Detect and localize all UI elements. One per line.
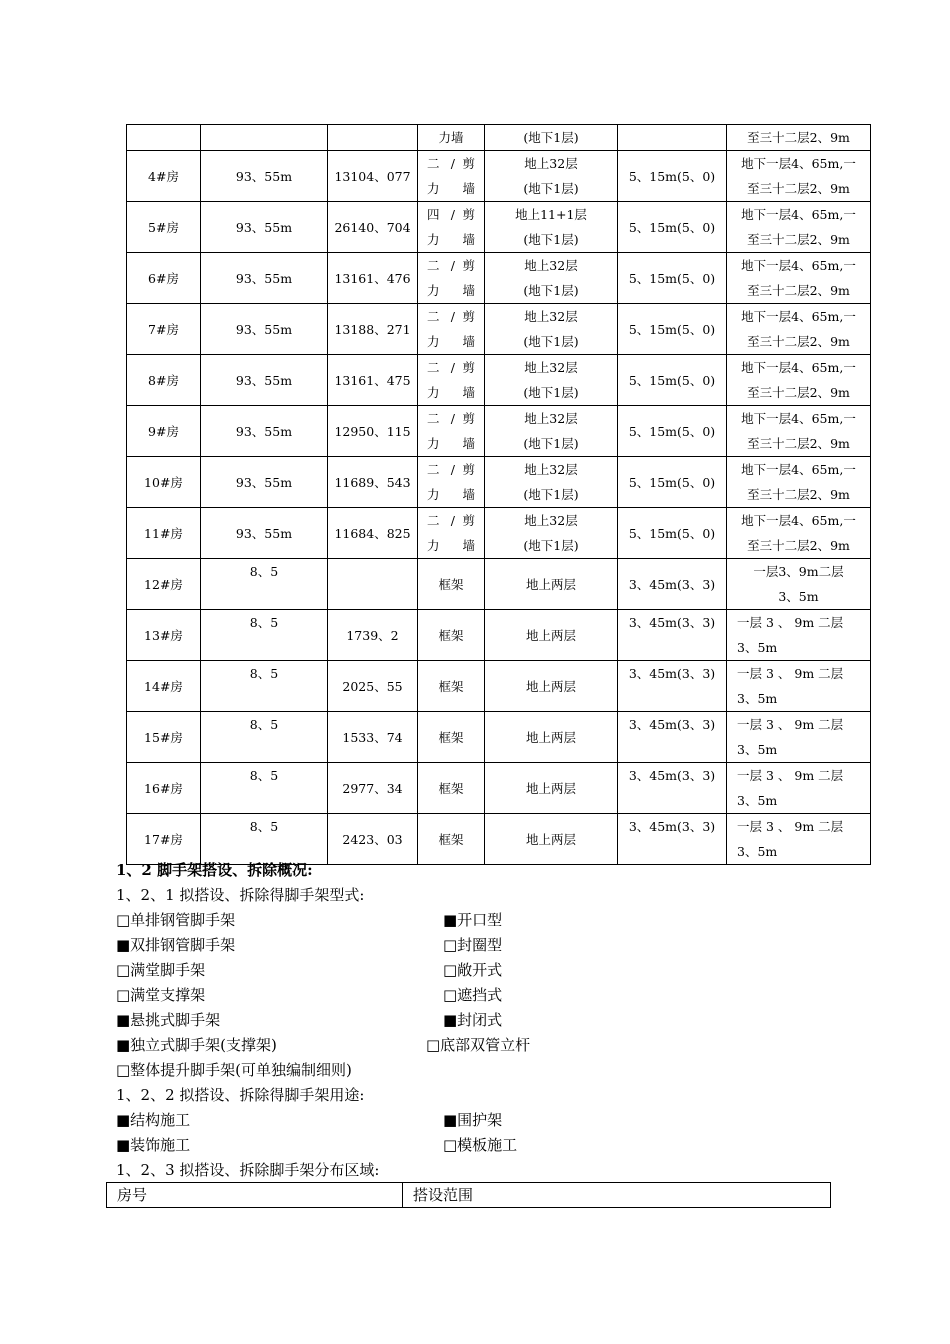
option-item: □满堂脚手架	[116, 961, 206, 979]
cell-height: 93、55m	[201, 508, 328, 559]
cell-room-number: 6#房	[127, 253, 201, 304]
cell-floors: 地上两层	[485, 712, 618, 763]
cell-line: 至三十二层2、9m	[747, 538, 850, 553]
cell-floors	[485, 202, 618, 253]
cell-line: (地下1层)	[523, 181, 579, 196]
cell-area: 1533、74	[328, 712, 418, 763]
cell-room-number: 13#房	[127, 610, 201, 661]
table-row	[127, 457, 871, 508]
cell-room-number: 17#房	[127, 814, 201, 865]
cell-floor-heights	[727, 406, 871, 457]
cell-floors	[485, 457, 618, 508]
cell-line: 地上32层	[524, 462, 578, 477]
subheading-type: 1、2、1 拟搭设、拆除得脚手架型式:	[116, 886, 365, 904]
cell-line: 地下一层4、65m,一	[741, 258, 856, 273]
cell-room-number: 15#房	[127, 712, 201, 763]
cell-area: 12950、115	[328, 406, 418, 457]
cell-height: 93、55m	[201, 304, 328, 355]
cell-line: 3、5m	[737, 844, 778, 859]
cell-line: 地上32层	[524, 258, 578, 273]
cell-floors	[485, 508, 618, 559]
cell-line: 四 / 剪	[427, 207, 475, 222]
cell-area: 13161、476	[328, 253, 418, 304]
cell-line: (地下1层)	[523, 487, 579, 502]
cell-line: 至三十二层2、9m	[747, 181, 850, 196]
cell-story-height: 5、15m(5、0)	[618, 406, 727, 457]
cell-line: 力墙	[427, 334, 475, 349]
table-row	[127, 508, 871, 559]
cell-line: (地下1层)	[523, 385, 579, 400]
cell-story-height: 3、45m(3、3)	[618, 610, 727, 661]
cell-line: 地上32层	[524, 156, 578, 171]
cell-height: 8、5	[201, 610, 328, 661]
cell-line: 二 / 剪	[427, 462, 475, 477]
cell-structure	[418, 253, 485, 304]
cell-area: 2977、34	[328, 763, 418, 814]
building-info-table	[126, 124, 871, 865]
cell-story-height: 3、45m(3、3)	[618, 661, 727, 712]
cell-line: 二 / 剪	[427, 513, 475, 528]
cell-floor-heights	[727, 304, 871, 355]
cell-floor-heights	[727, 661, 871, 712]
cell-floor-heights: 至三十二层2、9m	[727, 125, 871, 151]
cell-line: 至三十二层2、9m	[747, 487, 850, 502]
cell-line: 地下一层4、65m,一	[741, 462, 856, 477]
cell-story-height: 5、15m(5、0)	[618, 151, 727, 202]
cell-room-number: 11#房	[127, 508, 201, 559]
cell-height: 93、55m	[201, 253, 328, 304]
cell-floor-heights	[727, 559, 871, 610]
option-item: ■双排钢管脚手架	[116, 936, 236, 954]
cell-room-number: 14#房	[127, 661, 201, 712]
cell-area	[328, 559, 418, 610]
cell-height: 8、5	[201, 559, 328, 610]
cell-floors: 地上两层	[485, 559, 618, 610]
cell-area: 1739、2	[328, 610, 418, 661]
option-item: ■装饰施工	[116, 1136, 191, 1154]
cell-structure: 框架	[418, 610, 485, 661]
option-item: □敞开式	[443, 961, 503, 979]
option-item: □遮挡式	[443, 986, 503, 1004]
cell-floors: 地上两层	[485, 661, 618, 712]
cell-room-number: 4#房	[127, 151, 201, 202]
cell-floor-heights	[727, 253, 871, 304]
table-row	[127, 814, 871, 865]
table-header-row	[107, 1183, 831, 1208]
option-item: □模板施工	[443, 1136, 518, 1154]
cell-area: 11689、543	[328, 457, 418, 508]
header-room-number: 房号	[107, 1183, 403, 1208]
cell-line: 一层 3 、 9m 二层	[737, 615, 844, 630]
cell-floors	[485, 151, 618, 202]
cell-line: 地下一层4、65m,一	[741, 513, 856, 528]
cell-line: 一层 3 、 9m 二层	[737, 768, 844, 783]
cell-line: 地下一层4、65m,一	[741, 156, 856, 171]
cell-structure: 框架	[418, 814, 485, 865]
cell-area: 13104、077	[328, 151, 418, 202]
cell-floors	[485, 406, 618, 457]
cell-structure	[418, 304, 485, 355]
cell-room-number	[127, 125, 201, 151]
cell-height: 8、5	[201, 763, 328, 814]
cell-line: 一层3、9m二层	[753, 564, 844, 579]
option-item: □满堂支撑架	[116, 986, 206, 1004]
cell-room-number: 16#房	[127, 763, 201, 814]
table-row	[127, 610, 871, 661]
cell-line: 一层 3 、 9m 二层	[737, 819, 844, 834]
cell-area: 2423、03	[328, 814, 418, 865]
table-row	[127, 712, 871, 763]
cell-line: 力墙	[427, 385, 475, 400]
cell-line: 地下一层4、65m,一	[741, 309, 856, 324]
cell-line: 一层 3 、 9m 二层	[737, 666, 844, 681]
cell-height: 93、55m	[201, 151, 328, 202]
cell-height: 8、5	[201, 712, 328, 763]
option-item: □底部双管立杆	[426, 1036, 531, 1054]
cell-line: 地下一层4、65m,一	[741, 360, 856, 375]
cell-line: 一层 3 、 9m 二层	[737, 717, 844, 732]
cell-floor-heights	[727, 610, 871, 661]
cell-line: 地上32层	[524, 513, 578, 528]
cell-line: 3、5m	[737, 742, 778, 757]
table-row	[127, 661, 871, 712]
option-item: ■悬挑式脚手架	[116, 1011, 221, 1029]
cell-line: 3、5m	[778, 589, 819, 604]
table-row	[127, 559, 871, 610]
distribution-table	[106, 1182, 831, 1208]
cell-room-number: 9#房	[127, 406, 201, 457]
option-item: ■开口型	[443, 911, 503, 929]
cell-line: 二 / 剪	[427, 309, 475, 324]
cell-structure	[418, 508, 485, 559]
cell-story-height: 5、15m(5、0)	[618, 202, 727, 253]
table-row	[127, 202, 871, 253]
cell-floor-heights	[727, 814, 871, 865]
cell-story-height: 3、45m(3、3)	[618, 559, 727, 610]
cell-line: 地上32层	[524, 360, 578, 375]
option-item: ■独立式脚手架(支撑架)	[116, 1036, 277, 1054]
option-item: ■围护架	[443, 1111, 503, 1129]
table-row	[127, 763, 871, 814]
cell-line: 力墙	[427, 181, 475, 196]
cell-story-height: 3、45m(3、3)	[618, 712, 727, 763]
cell-line: 地下一层4、65m,一	[741, 411, 856, 426]
cell-floors	[485, 253, 618, 304]
cell-line: 至三十二层2、9m	[747, 436, 850, 451]
cell-line: (地下1层)	[523, 436, 579, 451]
cell-story-height: 5、15m(5、0)	[618, 508, 727, 559]
cell-floor-heights	[727, 457, 871, 508]
cell-story-height: 3、45m(3、3)	[618, 814, 727, 865]
cell-height: 8、5	[201, 661, 328, 712]
cell-floor-heights	[727, 355, 871, 406]
cell-area: 11684、825	[328, 508, 418, 559]
cell-room-number: 12#房	[127, 559, 201, 610]
cell-height	[201, 125, 328, 151]
cell-line: 二 / 剪	[427, 360, 475, 375]
cell-floor-heights	[727, 151, 871, 202]
cell-story-height	[618, 125, 727, 151]
cell-line: 地上32层	[524, 411, 578, 426]
option-item: □单排钢管脚手架	[116, 911, 236, 929]
cell-line: 二 / 剪	[427, 411, 475, 426]
cell-line: 3、5m	[737, 640, 778, 655]
table-row	[127, 304, 871, 355]
cell-story-height: 5、15m(5、0)	[618, 355, 727, 406]
cell-line: 至三十二层2、9m	[747, 385, 850, 400]
option-item: □整体提升脚手架(可单独编制细则)	[116, 1061, 352, 1079]
cell-structure: 框架	[418, 763, 485, 814]
cell-area: 13188、271	[328, 304, 418, 355]
table-row	[127, 406, 871, 457]
cell-line: 力墙	[427, 436, 475, 451]
cell-floors: (地下1层)	[485, 125, 618, 151]
cell-line: 力墙	[427, 487, 475, 502]
cell-line: 3、5m	[737, 793, 778, 808]
cell-structure: 框架	[418, 559, 485, 610]
cell-height: 93、55m	[201, 355, 328, 406]
option-item: ■封闭式	[443, 1011, 503, 1029]
table-row	[127, 151, 871, 202]
cell-structure	[418, 151, 485, 202]
cell-floor-heights	[727, 202, 871, 253]
cell-line: 二 / 剪	[427, 156, 475, 171]
cell-floors: 地上两层	[485, 814, 618, 865]
cell-floors	[485, 304, 618, 355]
cell-room-number: 5#房	[127, 202, 201, 253]
cell-height: 93、55m	[201, 202, 328, 253]
cell-line: 二 / 剪	[427, 258, 475, 273]
cell-story-height: 5、15m(5、0)	[618, 304, 727, 355]
cell-area: 13161、475	[328, 355, 418, 406]
cell-floor-heights	[727, 508, 871, 559]
cell-floors: 地上两层	[485, 610, 618, 661]
cell-structure: 力墙	[418, 125, 485, 151]
cell-line: 至三十二层2、9m	[747, 283, 850, 298]
cell-structure	[418, 406, 485, 457]
subheading-distribution: 1、2、3 拟搭设、拆除脚手架分布区域:	[116, 1161, 380, 1179]
cell-room-number: 8#房	[127, 355, 201, 406]
table-row	[127, 125, 871, 151]
cell-structure	[418, 355, 485, 406]
cell-height: 93、55m	[201, 406, 328, 457]
cell-height: 8、5	[201, 814, 328, 865]
subheading-use: 1、2、2 拟搭设、拆除得脚手架用途:	[116, 1086, 365, 1104]
cell-structure: 框架	[418, 712, 485, 763]
cell-line: (地下1层)	[523, 232, 579, 247]
cell-line: 力墙	[427, 232, 475, 247]
cell-line: (地下1层)	[523, 334, 579, 349]
header-scope: 搭设范围	[403, 1183, 831, 1208]
cell-structure	[418, 202, 485, 253]
cell-floors: 地上两层	[485, 763, 618, 814]
cell-structure: 框架	[418, 661, 485, 712]
table-row	[127, 253, 871, 304]
cell-line: 力墙	[427, 538, 475, 553]
cell-line: 至三十二层2、9m	[747, 232, 850, 247]
cell-floors	[485, 355, 618, 406]
cell-line: 地上11+1层	[515, 207, 587, 222]
cell-floor-heights	[727, 763, 871, 814]
cell-line: 3、5m	[737, 691, 778, 706]
cell-floor-heights	[727, 712, 871, 763]
cell-room-number: 10#房	[127, 457, 201, 508]
cell-line: 至三十二层2、9m	[747, 334, 850, 349]
cell-line: (地下1层)	[523, 538, 579, 553]
option-item: □封圈型	[443, 936, 503, 954]
cell-line: 力墙	[427, 283, 475, 298]
cell-area: 2025、55	[328, 661, 418, 712]
cell-line: (地下1层)	[523, 283, 579, 298]
cell-story-height: 5、15m(5、0)	[618, 253, 727, 304]
table-row	[127, 355, 871, 406]
section-heading: 1、2 脚手架搭设、拆除概况:	[116, 861, 313, 879]
cell-story-height: 5、15m(5、0)	[618, 457, 727, 508]
cell-area: 26140、704	[328, 202, 418, 253]
option-item: ■结构施工	[116, 1111, 191, 1129]
cell-structure	[418, 457, 485, 508]
cell-line: 地下一层4、65m,一	[741, 207, 856, 222]
cell-room-number: 7#房	[127, 304, 201, 355]
cell-height: 93、55m	[201, 457, 328, 508]
cell-line: 地上32层	[524, 309, 578, 324]
cell-area	[328, 125, 418, 151]
cell-story-height: 3、45m(3、3)	[618, 763, 727, 814]
